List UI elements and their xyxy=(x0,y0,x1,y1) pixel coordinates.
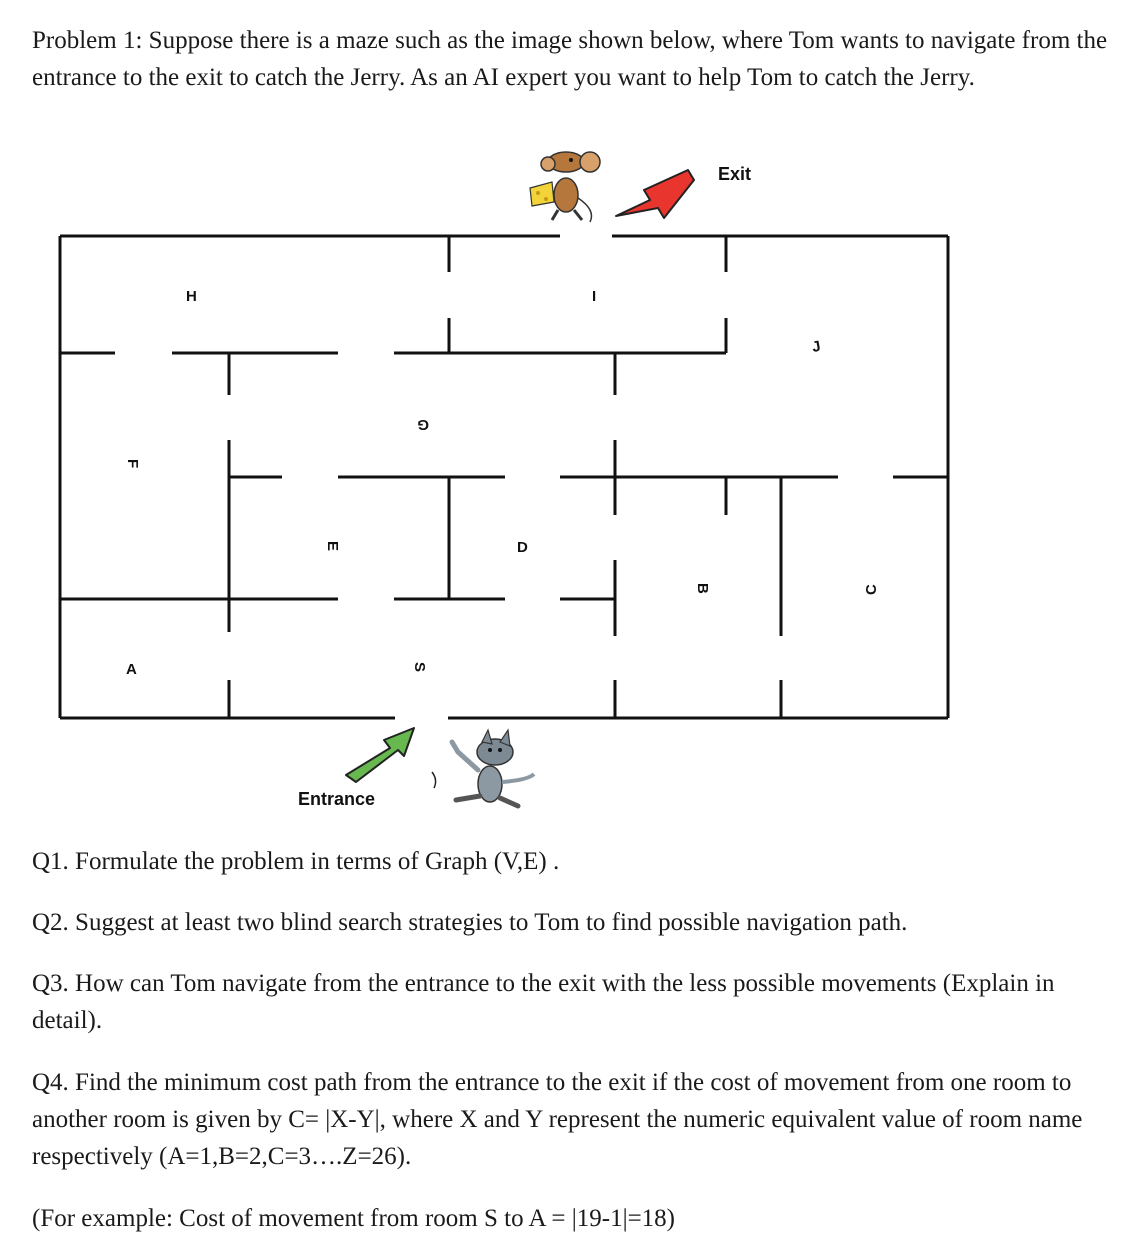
tom-cat-icon xyxy=(452,730,534,806)
room-label-h: H xyxy=(186,288,197,305)
jerry-mouse-icon xyxy=(530,152,600,222)
exit-arrow-icon xyxy=(616,170,694,218)
room-label-i: I xyxy=(592,288,597,305)
entrance-label: Entrance xyxy=(298,789,376,809)
maze-walls xyxy=(60,236,948,718)
room-label-c: C xyxy=(863,584,880,595)
room-label-f: F xyxy=(124,459,141,469)
cost-example: (For example: Cost of movement from room S to A = |19-1|=18) xyxy=(32,1205,676,1232)
room-label-g: G xyxy=(417,416,429,433)
entrance-arrow-icon xyxy=(346,728,414,782)
room-label-s: S xyxy=(411,662,428,673)
question-1: Q1. Formulate the problem in terms of Graph (V,E) . xyxy=(32,848,560,875)
room-label-e: E xyxy=(324,541,341,552)
room-label-b: B xyxy=(694,583,711,594)
room-label-a: A xyxy=(126,661,137,678)
room-label-d: D xyxy=(517,539,528,556)
question-3: Q3. How can Tom navigate from the entrance to the exit with the less possible movements (Explain in detail). xyxy=(32,970,1055,1034)
problem-intro: Problem 1: Suppose there is a maze such as the image shown below, where Tom wants to navigate from the entrance to the exit to catch the Jerry. As an AI expert you want to help Tom to catch the Jerry. xyxy=(32,27,1108,91)
decor-mark xyxy=(432,772,436,788)
question-4: Q4. Find the minimum cost path from the entrance to the exit if the cost of movement from one room to another room is given by C= |X-Y|, where X and Y represent the numeric equivalent value of room name respectively (A=1,B=2,C=3….Z=26). xyxy=(32,1069,1083,1170)
maze-figure xyxy=(0,140,1148,840)
room-label-j: J xyxy=(810,337,822,356)
exit-label: Exit xyxy=(718,164,752,184)
question-2: Q2. Suggest at least two blind search strategies to Tom to find possible navigation path. xyxy=(32,909,908,936)
